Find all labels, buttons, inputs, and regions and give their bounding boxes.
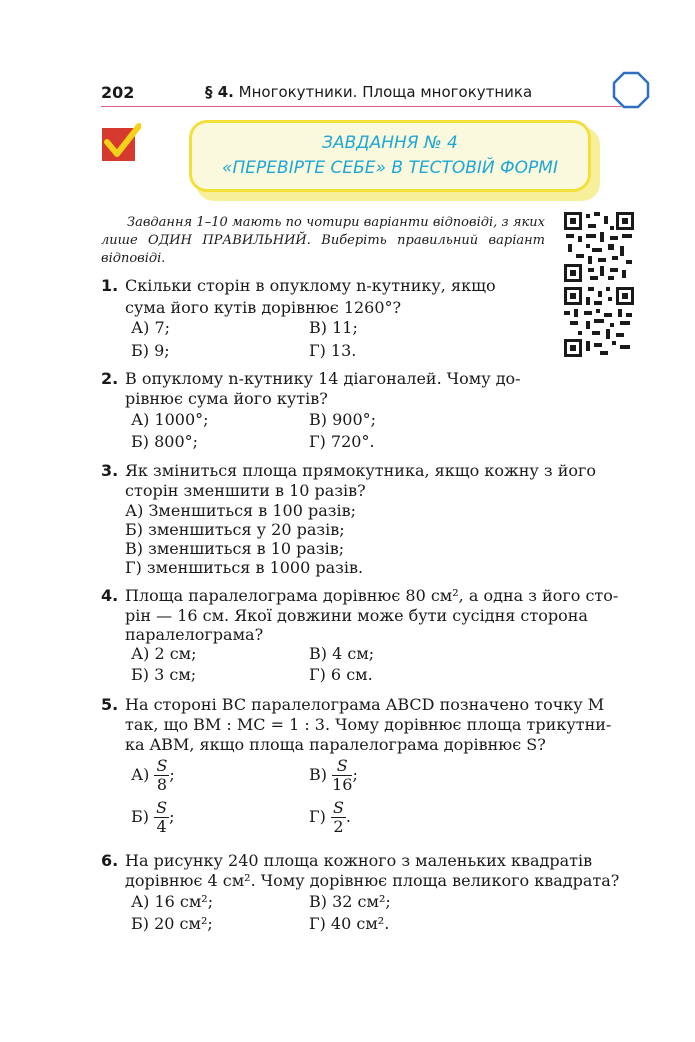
answer-option[interactable]: А) 1000°; [131,410,209,429]
checkmark-icon [101,122,141,162]
answer-option[interactable]: Б) 3 см; [131,665,197,684]
answer-option[interactable]: Г) 40 см². [309,914,390,933]
fraction [154,757,169,794]
section-title [205,83,532,101]
question-number: 1. [101,276,119,295]
fraction-denominator: 2 [333,817,344,836]
answer-option[interactable] [131,757,175,794]
option-punct: . [345,807,351,826]
fraction [332,757,352,794]
qr-code-icon [564,287,634,357]
question-text-line: так, що BM : MC = 1 : 3. Чому дорівнює площа трикутни- [125,715,612,734]
answer-option[interactable]: Б) зменшиться у 20 разів; [125,520,345,539]
question-text-line: На рисунку 240 площа кожного з маленьких квадратів [125,851,593,870]
question-text-line: Скільки сторін в опуклому n-кутнику, якщо [125,276,496,295]
octagon-icon [611,70,651,110]
question-text-line: сторін зменшити в 10 разів? [125,481,366,500]
answer-option[interactable]: Г) 720°. [309,432,375,451]
question-text-line: паралелограма? [125,625,264,644]
answer-option[interactable] [309,799,351,836]
answer-option[interactable]: А) 16 см²; [131,892,214,911]
answer-option[interactable]: В) зменшиться в 10 разів; [125,539,345,558]
option-punct: ; [169,807,175,826]
answer-option[interactable]: Б) 800°; [131,432,199,451]
option-label: В) [309,765,327,784]
page-number: 202 [101,83,135,102]
fraction [331,799,346,836]
section-title-text: Многокутники. Площа многокутника [238,83,533,101]
question-text-line: ка ABM, якщо площа паралелограма дорівнює S? [125,735,546,754]
fraction-denominator: 4 [156,817,167,836]
banner-title: ЗАВДАННЯ № 4 [322,133,458,153]
task-banner [189,120,591,192]
fraction-denominator: 16 [332,775,353,794]
option-punct: ; [352,765,358,784]
answer-option[interactable]: В) 32 см²; [309,892,391,911]
banner-subtitle: «ПЕРЕВІРТЕ СЕБЕ» В ТЕСТОВІЙ ФОРМІ [222,158,558,178]
page-header [101,80,646,108]
answer-option[interactable]: Г) 6 см. [309,665,373,684]
option-punct: ; [169,765,175,784]
option-label: Б) [131,807,149,826]
question-number: 5. [101,695,119,714]
answer-option[interactable]: А) 2 см; [131,644,197,663]
section-mark: § 4. [205,83,234,101]
answer-option[interactable]: Г) 13. [309,341,357,360]
answer-option[interactable]: Б) 9; [131,341,170,360]
question-number: 2. [101,369,119,388]
answer-option[interactable]: А) 7; [131,318,171,337]
fraction-numerator: S [156,756,168,775]
fraction-numerator: S [156,798,168,817]
question-text-line: дорівнює 4 см². Чому дорівнює площа великого квадрата? [125,871,620,890]
answer-option[interactable]: Б) 20 см²; [131,914,213,933]
intro-text: Завдання 1–10 мають по чотири варіанти відповіді, з яких лише ОДИН ПРАВИЛЬНИЙ. Виберіть правильний варіант відповіді. [101,215,545,266]
question-number: 6. [101,851,119,870]
answer-option[interactable]: В) 900°; [309,410,377,429]
answer-option[interactable]: А) Зменшиться в 100 разів; [125,501,356,520]
question-text-line: В опуклому n-кутнику 14 діагоналей. Чому до- [125,369,521,388]
option-label: А) [131,765,150,784]
question-number: 4. [101,586,119,605]
fraction-denominator: 8 [156,775,168,794]
question-text-line: Як зміниться площа прямокутника, якщо кожну з його [125,461,596,480]
question-number: 3. [101,461,119,480]
question-text-line: На стороні BC паралелограма ABCD позначено точку M [125,695,605,714]
answer-option[interactable] [309,757,358,794]
qr-code-icon [564,212,634,282]
question-text-line: рін — 16 см. Якої довжини може бути сусідня сторона [125,606,588,625]
fraction-numerator: S [332,798,344,817]
answer-option[interactable]: В) 11; [309,318,358,337]
fraction-numerator: S [332,757,352,776]
question-text-line: сума його кутів дорівнює 1260°? [125,298,402,317]
fraction [154,799,169,836]
question-text-line: Площа паралелограма дорівнює 80 см², а одна з його сто- [125,586,619,605]
question-text-line: рівнює сума його кутів? [125,389,328,408]
answer-option[interactable]: Г) зменшиться в 1000 разів. [125,558,364,577]
option-label: Г) [309,807,326,826]
answer-option[interactable] [131,799,174,836]
header-divider [101,106,621,107]
answer-option[interactable]: В) 4 см; [309,644,375,663]
